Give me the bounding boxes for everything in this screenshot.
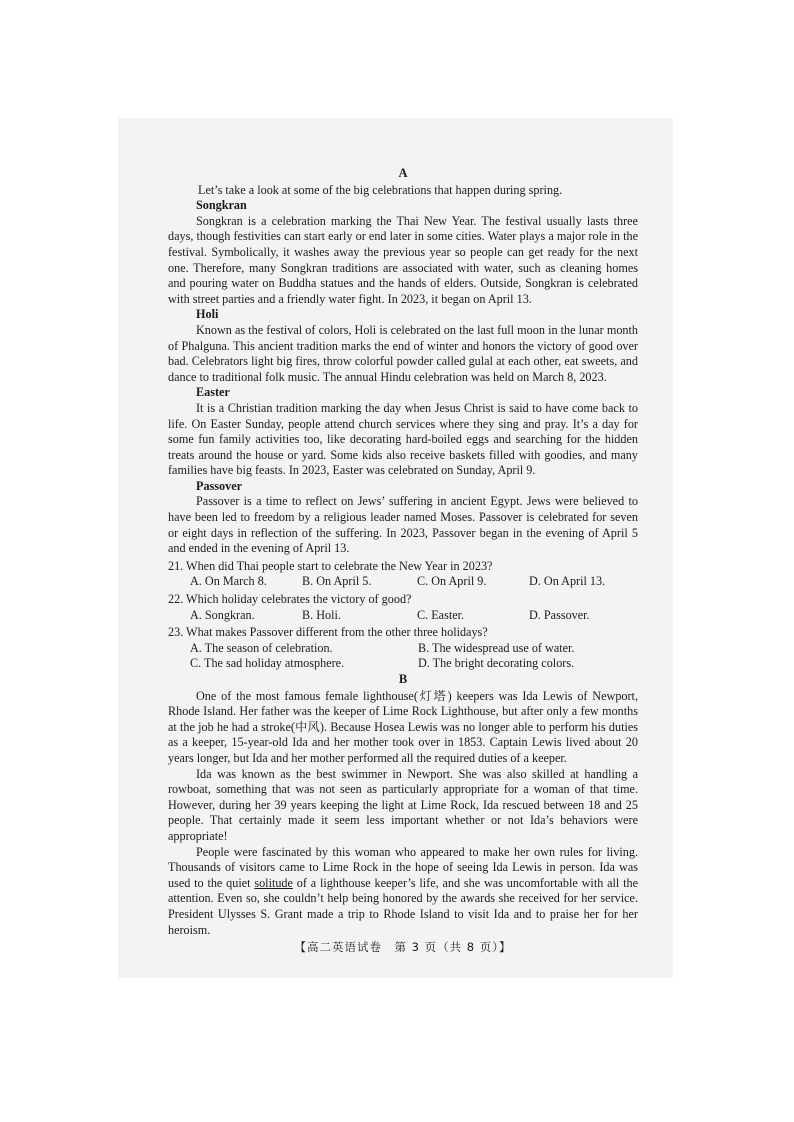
q21-option-a: A. On March 8. — [190, 574, 267, 589]
q21-option-d: D. On April 13. — [529, 574, 606, 589]
paragraph-b-2: Ida was known as the best swimmer in Newport. She was also skilled at handling a rowboat, something that was not seen as particularly appropriate for a woman of that time. However, during her 39 years keeping the light at Lime Rock, Ida rescued between 18 and 25 people. That certainly made it seem less important whether or not Ida’s behaviors were appropriate! — [168, 766, 638, 843]
page-footer: 【高二英语试卷 第 3 页（共 8 页）】 — [294, 940, 512, 955]
q22-option-b: B. Holi. — [302, 607, 341, 622]
heading-songkran: Songkran — [196, 198, 247, 213]
question-22-options — [168, 608, 638, 624]
heading-passover: Passover — [196, 478, 243, 493]
q22-option-d: D. Passover. — [529, 607, 590, 622]
q21-option-c: C. On April 9. — [417, 574, 487, 589]
paragraph-b-1: One of the most famous female lighthouse(灯塔) keepers was Ida Lewis of Newport, Rhode Island. Her father was the keeper of Lime Rock Lighthouse, but after only a few months at the job he had a stroke(中风). Because Hosea Lewis was no longer able to perform his duties as a keeper, 15-year-old Ida and her mother took over in 1853. Captain Lewis lived about 20 years longer, but Ida and her mother performed all the required duties of a keeper. — [168, 688, 638, 765]
underlined-word-solitude: solitude — [254, 875, 293, 890]
q21-option-b: B. On April 5. — [302, 574, 372, 589]
question-22-stem: 22. Which holiday celebrates the victory of good? — [168, 592, 412, 607]
exam-page — [168, 166, 638, 956]
q23-option-b: B. The widespread use of water. — [418, 640, 575, 655]
paragraph-easter: It is a Christian tradition marking the day when Jesus Christ is said to have come back to life. On Easter Sunday, people attend church services where they sing and pray. It’s a day for some fun family activities too, like decorating hard-boiled eggs and searching for the hidden treats around the house or yard. Some kids also receive baskets filled with goodies, and many families have big feasts. In 2023, Easter was celebrated on Sunday, April 9. — [168, 400, 638, 478]
q23-option-a: A. The season of celebration. — [190, 640, 333, 655]
q22-option-a: A. Songkran. — [190, 607, 255, 622]
paragraph-b-3-end: of a lighthouse keeper’s life, and she was uncomfortable with all the attention. Even so, she couldn’t help being honored by the awards she received for her service. President Ulysses S. Grant made a trip to Rhode Island to visit Ida and to praise her for her heroism. — [168, 875, 638, 937]
q23-option-c: C. The sad holiday atmosphere. — [190, 656, 345, 671]
q23-option-d: D. The bright decorating colors. — [418, 656, 575, 671]
paragraph-b-3 — [168, 845, 638, 939]
heading-holi: Holi — [196, 307, 219, 322]
q22-option-c: C. Easter. — [417, 607, 465, 622]
paragraph-passover: Passover is a time to reflect on Jews’ suffering in ancient Egypt. Jews were believed to have been led to freedom by a religious leader named Moses. Passover is celebrated for seven or eight days in reflection of the suffering. In 2023, Passover began in the evening of April 5 and ended in the evening of April 13. — [168, 494, 638, 556]
section-a-label: A — [398, 166, 408, 180]
question-23-stem: 23. What makes Passover different from the other three holidays? — [168, 625, 488, 640]
paragraph-holi: Known as the festival of colors, Holi is celebrated on the last full moon in the lunar month of Phalguna. This ancient tradition marks the end of winter and honors the victory of good over bad. Celebrators light big fires, throw colorful powder called gulal at each other, eat sweets, and dance to traditional folk music. The annual Hindu celebration was held on March 8, 2023. — [168, 322, 638, 384]
question-21-options — [168, 574, 638, 590]
section-b-label: B — [398, 672, 408, 686]
question-21-stem: 21. When did Thai people start to celebrate the New Year in 2023? — [168, 558, 493, 573]
paragraph-b-3-start: People were fascinated by this woman who appeared to make her own rules for living. Thousands of visitors came to Lime Rock in the hope of seeing Ida Lewis in person. Ida was used to the quiet — [168, 844, 638, 890]
section-a-intro: Let’s take a look at some of the big celebrations that happen during spring. — [198, 182, 563, 197]
paragraph-songkran: Songkran is a celebration marking the Thai New Year. The festival usually lasts three days, though festivities can start early or end later in some cities. Water plays a major role in the festival. Symbolically, it washes away the previous year so people can get ready for the next one. Therefore, many Songkran traditions are associated with water, such as cleaning homes and pouring water on Buddha statues and the hands of elders. Outside, Songkran is celebrated with street parties and a friendly water fight. In 2023, it began on April 13. — [168, 213, 638, 306]
question-23-options — [168, 641, 638, 672]
heading-easter: Easter — [196, 385, 230, 400]
